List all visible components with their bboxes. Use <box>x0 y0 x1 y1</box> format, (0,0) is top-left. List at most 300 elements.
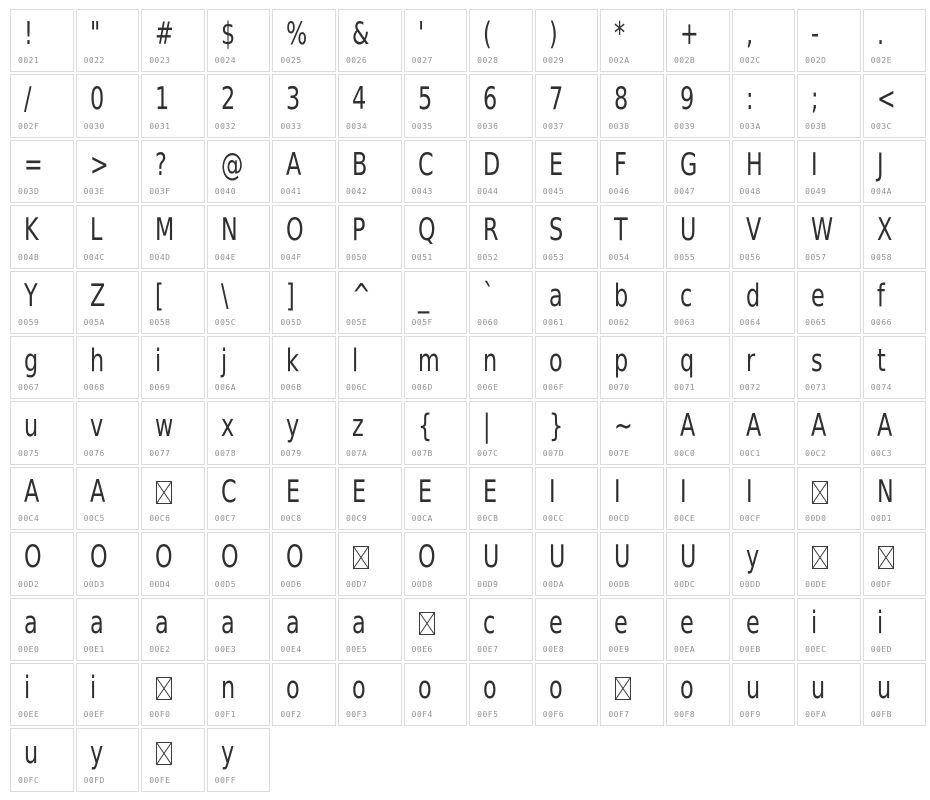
glyph-char: ] <box>286 277 296 314</box>
codepoint-label: 0036 <box>477 121 499 131</box>
glyph-char: y <box>89 735 103 772</box>
glyph-char: u <box>745 669 760 706</box>
glyph-grid <box>10 9 926 792</box>
glyph-cell-004D <box>141 205 205 268</box>
glyph-char: z <box>351 408 364 445</box>
codepoint-label: 0050 <box>345 252 368 262</box>
codepoint-label: 004C <box>83 252 105 262</box>
codepoint-label: 006F <box>542 383 565 393</box>
glyph-char: M <box>155 212 175 249</box>
glyph-char: N <box>876 473 894 510</box>
glyph-cell-00E7 <box>469 598 533 661</box>
glyph-cell-0054 <box>600 205 664 268</box>
glyph-cell-0069 <box>141 336 205 399</box>
codepoint-label: 0022 <box>83 56 105 66</box>
glyph-cell-00D8 <box>404 532 468 595</box>
glyph-cell-00E6 <box>404 598 468 661</box>
codepoint-label: 0047 <box>673 187 696 197</box>
glyph-cell-00E8 <box>535 598 599 661</box>
glyph-cell-0052 <box>469 205 533 268</box>
glyph-cell-00DE <box>797 532 861 595</box>
codepoint-label: 0056 <box>739 252 761 262</box>
glyph-char: 7 <box>548 81 563 118</box>
codepoint-label: 0067 <box>18 383 40 393</box>
codepoint-label: 00E8 <box>542 644 565 654</box>
glyph-cell-00D7 <box>338 532 402 595</box>
glyph-char: w <box>155 408 174 445</box>
glyph-char: F <box>614 146 628 183</box>
glyph-char: b <box>614 277 629 314</box>
glyph-cell-0021 <box>10 9 74 72</box>
codepoint-label: 00EA <box>673 644 696 654</box>
codepoint-label: 0021 <box>18 56 40 66</box>
codepoint-label: 00DE <box>805 579 827 589</box>
glyph-char: A <box>24 473 40 510</box>
glyph-cell-0028 <box>469 9 533 72</box>
codepoint-label: 00C7 <box>214 514 237 524</box>
codepoint-label: 0039 <box>673 121 696 131</box>
glyph-cell-0058 <box>863 205 927 268</box>
glyph-char: $ <box>220 16 235 52</box>
glyph-cell-0065 <box>797 271 861 334</box>
glyph-cell-004B <box>10 205 74 268</box>
glyph-cell-00FA <box>797 663 861 726</box>
glyph-char: { <box>417 408 432 445</box>
glyph-char: 0 <box>89 81 104 118</box>
codepoint-label: 0049 <box>805 187 827 197</box>
glyph-cell-00C9 <box>338 467 402 530</box>
codepoint-label: 00D9 <box>477 579 499 589</box>
glyph-char: S <box>548 212 563 249</box>
codepoint-label: 002B <box>673 56 696 66</box>
codepoint-label: 003D <box>18 187 40 197</box>
codepoint-label: 005C <box>214 317 237 327</box>
codepoint-label: 00E7 <box>477 644 499 654</box>
codepoint-label: 00ED <box>870 644 892 654</box>
glyph-char: c <box>483 604 496 641</box>
glyph-cell-002E <box>863 9 927 72</box>
codepoint-label: 00CB <box>477 514 499 524</box>
codepoint-label: 0029 <box>542 56 565 66</box>
glyph-char: : <box>745 81 754 118</box>
glyph-cell-00CA <box>404 467 468 530</box>
glyph-char: i <box>876 604 883 641</box>
glyph-cell-00F1 <box>207 663 271 726</box>
codepoint-label: 0035 <box>411 121 433 131</box>
codepoint-label: 0066 <box>870 317 892 327</box>
codepoint-label: 0072 <box>739 383 761 393</box>
glyph-char: R <box>483 212 499 249</box>
glyph-cell-0066 <box>863 271 927 334</box>
glyph-char: U <box>548 539 566 576</box>
glyph-cell-00EC <box>797 598 861 661</box>
notdef-glyph-icon <box>156 677 172 700</box>
glyph-cell-00E4 <box>272 598 336 661</box>
glyph-cell-0057 <box>797 205 861 268</box>
codepoint-label: 0025 <box>280 56 302 66</box>
glyph-char: + <box>679 16 699 52</box>
glyph-char: | <box>483 408 491 445</box>
glyph-char: % <box>286 16 308 52</box>
glyph-cell-00F5 <box>469 663 533 726</box>
glyph-char: 4 <box>351 81 367 118</box>
glyph-char: e <box>679 604 694 641</box>
codepoint-label: 00C1 <box>739 448 761 458</box>
glyph-cell-00C6 <box>141 467 205 530</box>
codepoint-label: 0077 <box>149 448 171 458</box>
glyph-char: O <box>89 539 108 576</box>
glyph-char: 6 <box>483 81 498 118</box>
codepoint-label: 00DF <box>870 579 892 589</box>
glyph-cell-003D <box>10 140 74 203</box>
glyph-char: k <box>286 342 300 379</box>
glyph-cell-0078 <box>207 401 271 464</box>
codepoint-label: 0028 <box>477 56 499 66</box>
glyph-cell-0040 <box>207 140 271 203</box>
codepoint-label: 003A <box>739 121 761 131</box>
glyph-char: = <box>24 146 43 183</box>
glyph-cell-00D4 <box>141 532 205 595</box>
glyph-char: Z <box>89 277 105 314</box>
codepoint-label: 0031 <box>149 121 171 131</box>
codepoint-label: 00F2 <box>280 710 302 720</box>
codepoint-label: 0057 <box>805 252 827 262</box>
codepoint-label: 0058 <box>870 252 892 262</box>
glyph-char: u <box>876 669 891 706</box>
glyph-char: Q <box>417 212 436 249</box>
glyph-cell-00FC <box>10 728 74 791</box>
codepoint-label: 00CF <box>739 514 761 524</box>
glyph-cell-00F4 <box>404 663 468 726</box>
glyph-cell-0049 <box>797 140 861 203</box>
glyph-cell-007E <box>600 401 664 464</box>
codepoint-label: 0052 <box>477 252 499 262</box>
glyph-char: o <box>548 342 563 379</box>
glyph-char: # <box>155 16 174 52</box>
codepoint-label: 002F <box>18 121 40 131</box>
glyph-cell-0076 <box>76 401 140 464</box>
glyph-char: f <box>876 277 885 314</box>
codepoint-label: 00CC <box>542 514 565 524</box>
glyph-cell-00FF <box>207 728 271 791</box>
glyph-char: - <box>811 16 820 52</box>
glyph-cell-0050 <box>338 205 402 268</box>
glyph-char: m <box>417 342 440 379</box>
glyph-cell-0061 <box>535 271 599 334</box>
glyph-char: E <box>548 146 563 183</box>
glyph-char: o <box>483 669 497 706</box>
glyph-cell-00E3 <box>207 598 271 661</box>
glyph-char: o <box>548 669 563 706</box>
glyph-cell-0077 <box>141 401 205 464</box>
glyph-char: O <box>286 539 304 576</box>
codepoint-label: 0064 <box>739 317 761 327</box>
glyph-char: E <box>286 473 301 510</box>
glyph-char: h <box>89 342 104 379</box>
glyph-char: a <box>286 604 301 641</box>
glyph-cell-006C <box>338 336 402 399</box>
codepoint-label: 00D8 <box>411 579 433 589</box>
glyph-cell-0038 <box>600 74 664 137</box>
codepoint-label: 004F <box>280 252 302 262</box>
glyph-cell-002A <box>600 9 664 72</box>
glyph-cell-0067 <box>10 336 74 399</box>
codepoint-label: 0051 <box>411 252 433 262</box>
codepoint-label: 00DD <box>739 579 761 589</box>
codepoint-label: 003E <box>83 187 105 197</box>
codepoint-label: 0059 <box>18 317 40 327</box>
glyph-char: p <box>614 342 629 379</box>
glyph-cell-0053 <box>535 205 599 268</box>
glyph-cell-00F7 <box>600 663 664 726</box>
codepoint-label: 00D7 <box>345 579 368 589</box>
glyph-cell-002D <box>797 9 861 72</box>
codepoint-label: 00C9 <box>345 514 368 524</box>
glyph-char: J <box>876 146 884 183</box>
codepoint-label: 0069 <box>149 383 171 393</box>
glyph-cell-00C4 <box>10 467 74 530</box>
glyph-cell-006F <box>535 336 599 399</box>
glyph-cell-00EA <box>666 598 730 661</box>
glyph-char: a <box>548 277 563 314</box>
glyph-char: i <box>811 604 818 641</box>
glyph-char: u <box>811 669 826 706</box>
glyph-cell-00E0 <box>10 598 74 661</box>
glyph-cell-006D <box>404 336 468 399</box>
glyph-cell-003E <box>76 140 140 203</box>
codepoint-label: 0060 <box>477 317 499 327</box>
glyph-cell-00F3 <box>338 663 402 726</box>
codepoint-label: 00D2 <box>18 579 40 589</box>
glyph-cell-0033 <box>272 74 336 137</box>
codepoint-label: 006C <box>345 383 368 393</box>
codepoint-label: 0079 <box>280 448 302 458</box>
glyph-char: 9 <box>679 81 695 118</box>
glyph-char: A <box>89 473 105 510</box>
codepoint-label: 0040 <box>214 187 237 197</box>
notdef-glyph-icon <box>156 742 172 765</box>
glyph-char: a <box>220 604 235 641</box>
glyph-cell-0022 <box>76 9 140 72</box>
glyph-char: \ <box>220 277 229 314</box>
glyph-char: y <box>220 735 234 772</box>
glyph-char: g <box>24 342 39 379</box>
glyph-char: o <box>351 669 366 706</box>
glyph-cell-00C5 <box>76 467 140 530</box>
codepoint-label: 005B <box>149 317 171 327</box>
glyph-char: U <box>679 212 697 249</box>
glyph-cell-0062 <box>600 271 664 334</box>
glyph-char: a <box>89 604 104 641</box>
glyph-cell-0068 <box>76 336 140 399</box>
glyph-char: u <box>24 735 39 772</box>
glyph-char: . <box>876 16 884 52</box>
codepoint-label: 0033 <box>280 121 302 131</box>
codepoint-label: 006A <box>214 383 237 393</box>
codepoint-label: 0075 <box>18 448 40 458</box>
codepoint-label: 0023 <box>149 56 171 66</box>
glyph-char: } <box>548 408 563 445</box>
glyph-cell-007B <box>404 401 468 464</box>
codepoint-label: 00E4 <box>280 644 302 654</box>
glyph-cell-00DB <box>600 532 664 595</box>
glyph-cell-003A <box>732 74 796 137</box>
glyph-char: a <box>351 604 366 641</box>
glyph-char: A <box>811 408 827 445</box>
glyph-cell-00F6 <box>535 663 599 726</box>
codepoint-label: 0032 <box>214 121 237 131</box>
glyph-cell-00E1 <box>76 598 140 661</box>
codepoint-label: 0042 <box>345 187 368 197</box>
codepoint-label: 0065 <box>805 317 827 327</box>
glyph-char: L <box>89 212 103 249</box>
codepoint-label: 00F4 <box>411 710 433 720</box>
glyph-cell-003C <box>863 74 927 137</box>
glyph-char: V <box>745 212 761 249</box>
glyph-char: o <box>286 669 301 706</box>
glyph-char: A <box>679 408 696 445</box>
glyph-char: x <box>220 408 234 445</box>
glyph-cell-005E <box>338 271 402 334</box>
glyph-cell-0041 <box>272 140 336 203</box>
codepoint-label: 002E <box>870 56 892 66</box>
glyph-cell-0055 <box>666 205 730 268</box>
codepoint-label: 003F <box>149 187 171 197</box>
glyph-cell-007C <box>469 401 533 464</box>
glyph-cell-00E5 <box>338 598 402 661</box>
glyph-char: ~ <box>614 408 634 445</box>
glyph-char: [ <box>155 277 164 314</box>
codepoint-label: 003C <box>870 121 892 131</box>
glyph-cell-00DA <box>535 532 599 595</box>
glyph-char: e <box>614 604 629 641</box>
glyph-cell-00F0 <box>141 663 205 726</box>
codepoint-label: 0070 <box>608 383 630 393</box>
glyph-cell-002C <box>732 9 796 72</box>
glyph-cell-0051 <box>404 205 468 268</box>
glyph-cell-003B <box>797 74 861 137</box>
glyph-char: _ <box>417 277 429 314</box>
glyph-char: 1 <box>155 81 170 118</box>
glyph-cell-00F8 <box>666 663 730 726</box>
glyph-cell-006A <box>207 336 271 399</box>
codepoint-label: 0038 <box>608 121 630 131</box>
codepoint-label: 005E <box>345 317 368 327</box>
glyph-char: I <box>679 473 687 510</box>
glyph-char: O <box>24 539 42 576</box>
glyph-cell-0079 <box>272 401 336 464</box>
glyph-char: B <box>351 146 368 183</box>
glyph-char: j <box>220 342 227 379</box>
glyph-char: d <box>745 277 760 314</box>
codepoint-label: 00DC <box>673 579 696 589</box>
glyph-cell-00C8 <box>272 467 336 530</box>
glyph-char: l <box>351 342 359 379</box>
codepoint-label: 00F0 <box>149 710 171 720</box>
codepoint-label: 004A <box>870 187 892 197</box>
glyph-char: E <box>417 473 432 510</box>
glyph-char: s <box>811 342 823 379</box>
glyph-cell-0027 <box>404 9 468 72</box>
glyph-char: n <box>220 669 235 706</box>
codepoint-label: 00C5 <box>83 514 105 524</box>
glyph-char: * <box>614 16 626 52</box>
glyph-cell-002B <box>666 9 730 72</box>
codepoint-label: 00D0 <box>805 514 827 524</box>
codepoint-label: 0024 <box>214 56 237 66</box>
codepoint-label: 007B <box>411 448 433 458</box>
codepoint-label: 00FB <box>870 710 892 720</box>
glyph-char: > <box>89 146 109 183</box>
codepoint-label: 00F6 <box>542 710 565 720</box>
codepoint-label: 00EE <box>18 710 40 720</box>
codepoint-label: 0068 <box>83 383 105 393</box>
codepoint-label: 00E1 <box>83 644 105 654</box>
glyph-cell-00D0 <box>797 467 861 530</box>
glyph-char: A <box>745 408 761 445</box>
glyph-char: " <box>89 16 100 52</box>
glyph-char: q <box>679 342 695 379</box>
codepoint-label: 0034 <box>345 121 368 131</box>
glyph-char: ( <box>483 16 492 52</box>
glyph-cell-00D9 <box>469 532 533 595</box>
glyph-char: I <box>745 473 753 510</box>
codepoint-label: 006E <box>477 383 499 393</box>
glyph-char: 8 <box>614 81 629 118</box>
codepoint-label: 002D <box>805 56 827 66</box>
codepoint-label: 00CA <box>411 514 433 524</box>
glyph-char: e <box>548 604 563 641</box>
glyph-cell-00CF <box>732 467 796 530</box>
codepoint-label: 00D3 <box>83 579 105 589</box>
codepoint-label: 00F7 <box>608 710 630 720</box>
codepoint-label: 0041 <box>280 187 302 197</box>
glyph-cell-00EF <box>76 663 140 726</box>
glyph-cell-0030 <box>76 74 140 137</box>
codepoint-label: 00CE <box>673 514 696 524</box>
glyph-char: ; <box>811 81 819 118</box>
codepoint-label: 00F8 <box>673 710 696 720</box>
codepoint-label: 0053 <box>542 252 565 262</box>
codepoint-label: 00E3 <box>214 644 237 654</box>
notdef-glyph-icon <box>353 546 369 569</box>
glyph-cell-005A <box>76 271 140 334</box>
glyph-cell-0043 <box>404 140 468 203</box>
codepoint-label: 00EF <box>83 710 105 720</box>
codepoint-label: 0043 <box>411 187 433 197</box>
glyph-cell-00C7 <box>207 467 271 530</box>
glyph-char: G <box>679 146 698 183</box>
glyph-char: i <box>24 669 31 706</box>
glyph-cell-0060 <box>469 271 533 334</box>
glyph-cell-00D1 <box>863 467 927 530</box>
glyph-char: P <box>351 212 366 249</box>
glyph-cell-0042 <box>338 140 402 203</box>
codepoint-label: 00C6 <box>149 514 171 524</box>
glyph-cell-0025 <box>272 9 336 72</box>
codepoint-label: 006D <box>411 383 433 393</box>
glyph-cell-0039 <box>666 74 730 137</box>
codepoint-label: 002A <box>608 56 630 66</box>
codepoint-label: 007D <box>542 448 565 458</box>
glyph-char: A <box>876 408 892 445</box>
codepoint-label: 007E <box>608 448 630 458</box>
glyph-char: o <box>417 669 432 706</box>
codepoint-label: 007A <box>345 448 368 458</box>
glyph-char: u <box>24 408 39 445</box>
codepoint-label: 005D <box>280 317 302 327</box>
glyph-cell-00D3 <box>76 532 140 595</box>
